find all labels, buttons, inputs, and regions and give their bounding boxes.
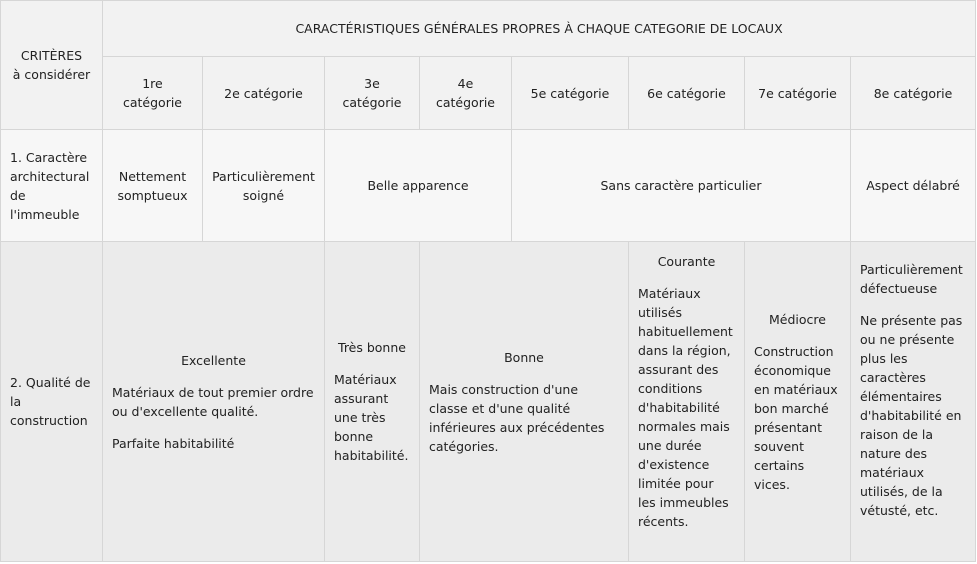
table-cell <box>745 242 851 562</box>
quality-text: Construction économique en matériaux bon marché présentant souvent certains vices. <box>754 343 838 492</box>
quality-text: Matériaux utilisés habituellement dans la région, assurant des conditions d'habitabilité normales mais une durée d'existence limitée pour les immeubles récents. <box>638 286 733 529</box>
table-row <box>1 130 976 242</box>
category-header: 2e catégorie <box>203 57 325 130</box>
category-header: 5e catégorie <box>512 57 629 130</box>
quality-title: Bonne <box>504 349 544 365</box>
category-header: 4e catégorie <box>420 57 512 130</box>
row-label-construction: 2. Qualité de la construction <box>1 242 103 562</box>
row-label-architectural: 1. Caractère architectural de l'immeuble <box>1 130 103 242</box>
table-title: CARACTÉRISTIQUES GÉNÉRALES PROPRES À CHAQUE CATEGORIE DE LOCAUX <box>103 1 976 57</box>
quality-text: Matériaux de tout premier ordre ou d'excellente qualité. <box>112 384 314 419</box>
table-row <box>1 242 976 562</box>
criteria-header: CRITÈRES à considérer <box>1 1 103 130</box>
quality-title: Très bonne <box>338 340 406 355</box>
table-cell: Particulièrement soigné <box>203 130 325 242</box>
category-header: 3e catégorie <box>325 57 420 130</box>
quality-text: Parfaite habitabilité <box>112 435 235 451</box>
table-cell <box>420 242 629 562</box>
table-cell <box>629 242 745 562</box>
quality-text: Matériaux assurant une très bonne habitabilité. <box>334 372 409 463</box>
table-cell <box>325 242 420 562</box>
quality-title: Médiocre <box>769 311 826 327</box>
table-cell: Belle apparence <box>325 130 512 242</box>
category-header: 7e catégorie <box>745 57 851 130</box>
category-header: 6e catégorie <box>629 57 745 130</box>
table-cell: Aspect délabré <box>851 130 976 242</box>
quality-title: Particulièrement défectueuse <box>860 262 963 296</box>
table-cell <box>103 242 325 562</box>
table-cell <box>851 242 976 562</box>
category-header: 1re catégorie <box>103 57 203 130</box>
quality-title: Courante <box>657 254 716 269</box>
quality-text: Mais construction d'une classe et d'une qualité inférieures aux précédentes catégories. <box>429 381 605 454</box>
category-header-row <box>1 57 976 130</box>
category-header: 8e catégorie <box>851 57 976 130</box>
header-row-1 <box>1 1 976 57</box>
quality-title: Excellente <box>181 352 246 368</box>
quality-text: Ne présente pas ou ne présente plus les caractères élémentaires d'habitabilité en raison de la nature des matériaux utilisés, de la vétusté, etc. <box>860 313 963 518</box>
table-cell: Nettement somptueux <box>103 130 203 242</box>
table-cell: Sans caractère particulier <box>512 130 851 242</box>
